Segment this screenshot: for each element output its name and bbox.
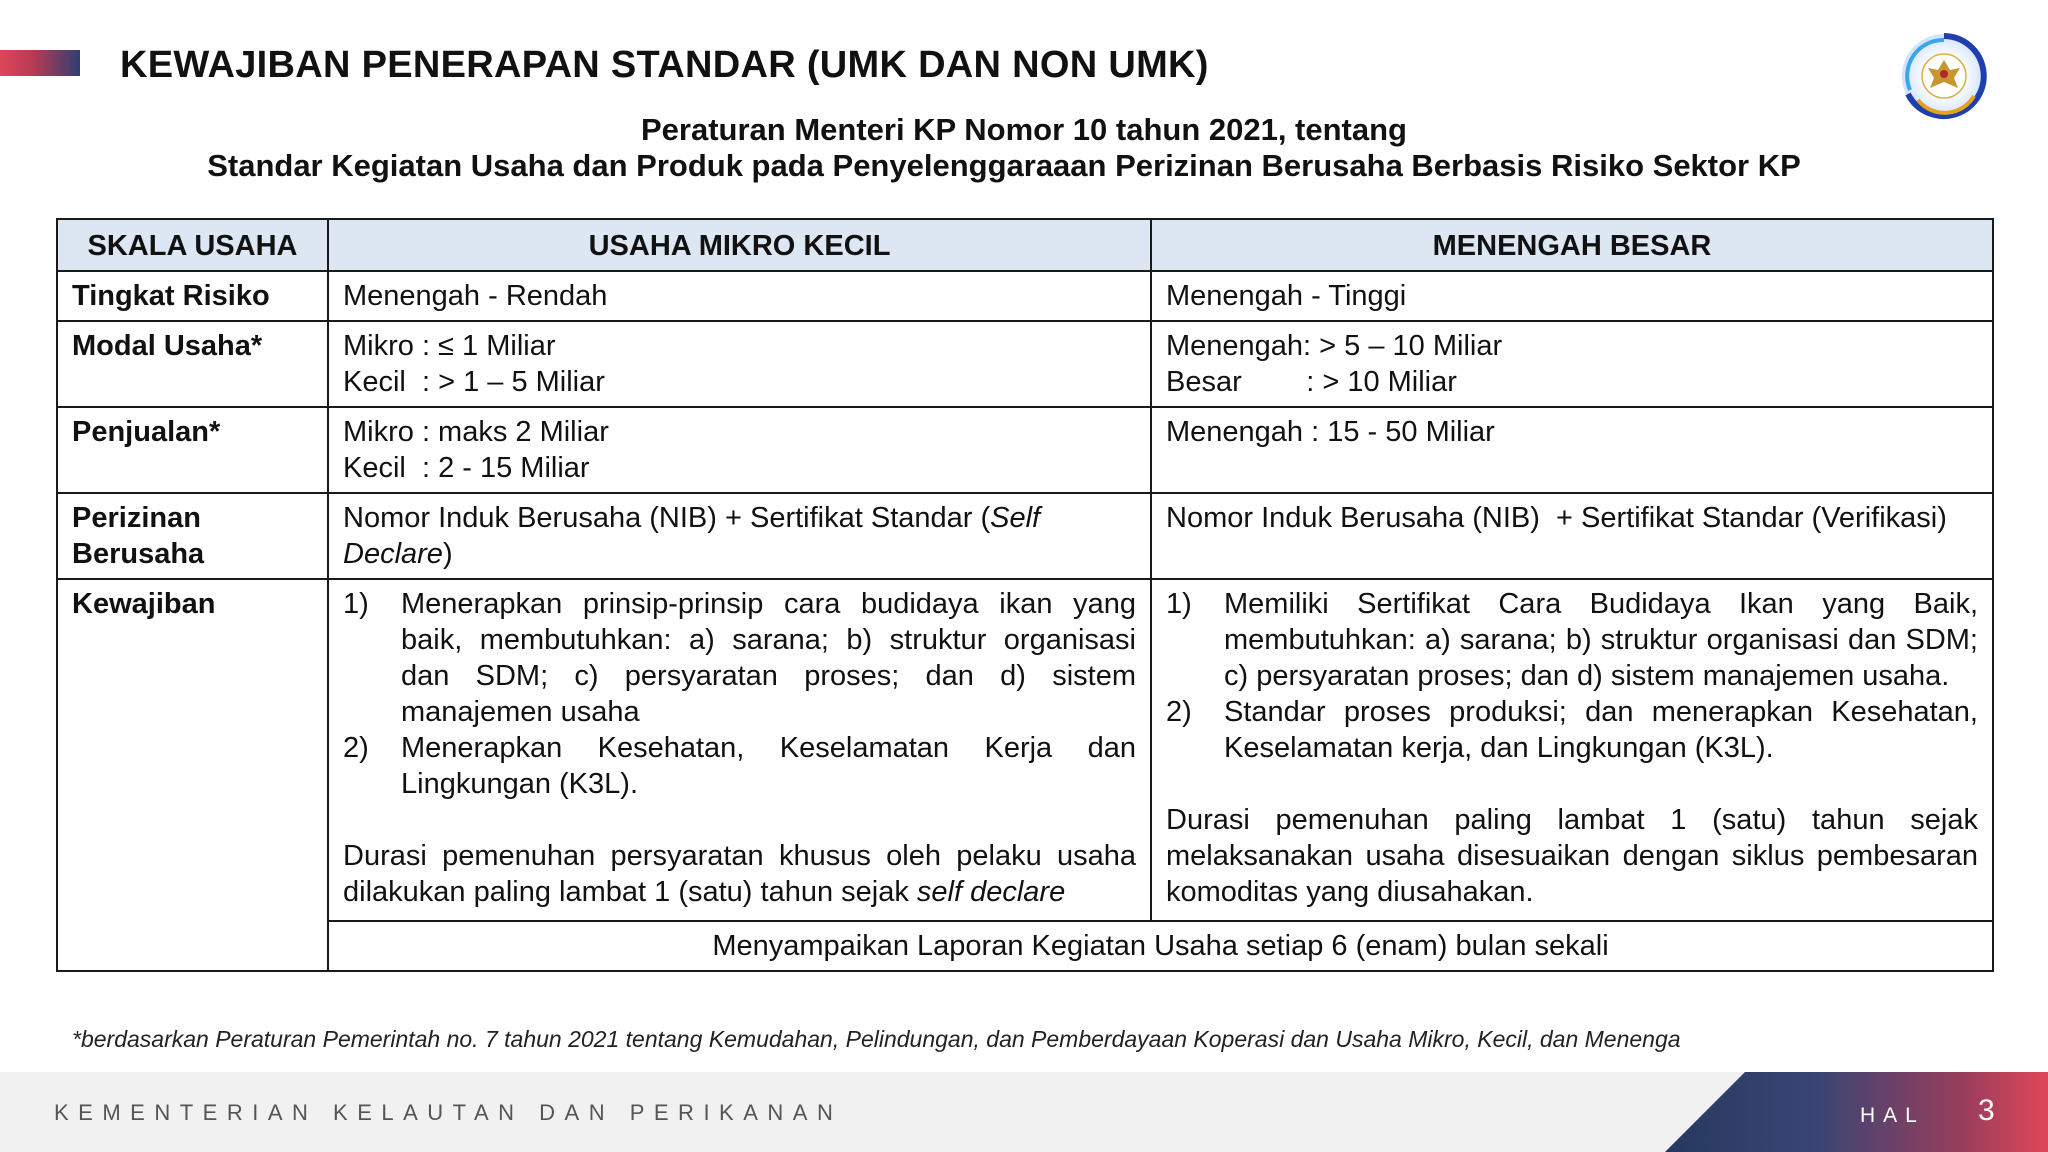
header-skala-usaha: SKALA USAHA bbox=[57, 219, 328, 271]
cell-text: Nomor Induk Berusaha (NIB) + Sertifikat Standar ( bbox=[343, 502, 991, 534]
cell-besar: Menengah - Tinggi bbox=[1151, 271, 1993, 321]
row-label bbox=[57, 493, 328, 579]
footer-organization: KEMENTERIAN KELAUTAN DAN PERIKANAN bbox=[54, 1100, 843, 1125]
cell-umk bbox=[328, 579, 1151, 921]
footer-page-label: HAL bbox=[1860, 1104, 1925, 1127]
table-row-penjualan bbox=[57, 407, 1993, 493]
list-item bbox=[343, 586, 1136, 730]
subtitle-regulation: Peraturan Menteri KP Nomor 10 tahun 2021, tentang bbox=[640, 112, 1407, 147]
requirement-list bbox=[343, 586, 1136, 802]
cell-line: Kecil : 2 - 15 Miliar bbox=[343, 452, 590, 484]
list-number: 2) bbox=[1166, 696, 1192, 728]
cell-text-italic: Self Declare bbox=[343, 502, 1041, 570]
footnote: *berdasarkan Peraturan Pemerintah no. 7 tahun 2021 tentang Kemudahan, Pelindungan, dan Pemberdayaan Koperasi dan Usaha Mikro, Kecil, dan Menenga bbox=[72, 1026, 1681, 1052]
duration-text-italic: self declare bbox=[916, 876, 1066, 908]
table-row-laporan bbox=[57, 921, 1993, 971]
list-item bbox=[1166, 694, 1978, 766]
list-text: Standar proses produksi; dan menerapkan Kesehatan, Keselamatan kerja, dan Lingkungan (K3L). bbox=[1224, 696, 1978, 764]
row-label-line: Berusaha bbox=[72, 538, 205, 570]
cell-line: Kecil : > 1 – 5 Miliar bbox=[343, 366, 605, 398]
list-text: Menerapkan Kesehatan, Keselamatan Kerja dan Lingkungan (K3L). bbox=[401, 732, 1136, 800]
cell-umk bbox=[328, 321, 1151, 407]
table-row-kewajiban bbox=[57, 579, 1993, 921]
list-item bbox=[1166, 586, 1978, 694]
page-title: KEWAJIBAN PENERAPAN STANDAR (UMK DAN NON UMK) bbox=[120, 44, 1209, 86]
cell-besar: Nomor Induk Berusaha (NIB) + Sertifikat Standar (Verifikasi) bbox=[1151, 493, 1993, 579]
table-row-tingkat-risiko bbox=[57, 271, 1993, 321]
cell-besar bbox=[1151, 579, 1993, 921]
list-text: Menerapkan prinsip-prinsip cara budidaya ikan yang baik, membutuhkan: a) sarana; b) struktur organisasi dan SDM; c) persyaratan proses; dan d) sistem manajemen usaha bbox=[401, 588, 1136, 728]
duration-note: Durasi pemenuhan paling lambat 1 (satu) tahun sejak melaksanakan usaha disesuaikan dengan siklus pembesaran komoditas yang diusahakan. bbox=[1166, 804, 1978, 908]
header-usaha-mikro-kecil: USAHA MIKRO KECIL bbox=[328, 219, 1151, 271]
cell-line: Besar : > 10 Miliar bbox=[1166, 366, 1457, 398]
subtitle-regulation-topic: Standar Kegiatan Usaha dan Produk pada Penyelenggaraaan Perizinan Berusaha Berbasis Risiko Sektor KP bbox=[207, 148, 1801, 183]
list-number: 1) bbox=[1166, 588, 1192, 620]
table-row-modal-usaha bbox=[57, 321, 1993, 407]
duration-note bbox=[343, 838, 1136, 910]
table-header-row bbox=[57, 219, 1993, 271]
list-item bbox=[343, 730, 1136, 802]
cell-line: Mikro : maks 2 Miliar bbox=[343, 416, 609, 448]
cell-umk bbox=[328, 493, 1151, 579]
row-label: Modal Usaha* bbox=[57, 321, 328, 407]
header-menengah-besar: MENENGAH BESAR bbox=[1151, 219, 1993, 271]
title-accent-bar bbox=[0, 50, 80, 76]
cell-besar: Menengah : 15 - 50 Miliar bbox=[1151, 407, 1993, 493]
standards-table bbox=[56, 218, 1994, 972]
list-text: Memiliki Sertifikat Cara Budidaya Ikan yang Baik, membutuhkan: a) sarana; b) struktur organisasi dan SDM; c) persyaratan proses; dan d) sistem manajemen usaha. bbox=[1224, 588, 1978, 692]
cell-umk bbox=[328, 407, 1151, 493]
cell-line: Menengah: > 5 – 10 Miliar bbox=[1166, 330, 1503, 362]
ministry-logo-icon bbox=[1898, 30, 1990, 122]
list-number: 1) bbox=[343, 588, 369, 620]
cell-line: Mikro : ≤ 1 Miliar bbox=[343, 330, 556, 362]
list-number: 2) bbox=[343, 732, 369, 764]
row-label-line: Perizinan bbox=[72, 502, 201, 534]
cell-umk: Menengah - Rendah bbox=[328, 271, 1151, 321]
row-label: Tingkat Risiko bbox=[57, 271, 328, 321]
requirement-list bbox=[1166, 586, 1978, 766]
row-label: Kewajiban bbox=[57, 579, 328, 971]
footer-page-number: 3 bbox=[1978, 1094, 1995, 1127]
duration-text: Durasi pemenuhan persyaratan khusus oleh pelaku usaha dilakukan paling lambat 1 (satu) tahun sejak bbox=[343, 840, 1136, 908]
cell-shared-report: Menyampaikan Laporan Kegiatan Usaha setiap 6 (enam) bulan sekali bbox=[328, 921, 1993, 971]
cell-text: ) bbox=[442, 538, 453, 570]
table-row-perizinan-berusaha bbox=[57, 493, 1993, 579]
cell-besar bbox=[1151, 321, 1993, 407]
row-label: Penjualan* bbox=[57, 407, 328, 493]
